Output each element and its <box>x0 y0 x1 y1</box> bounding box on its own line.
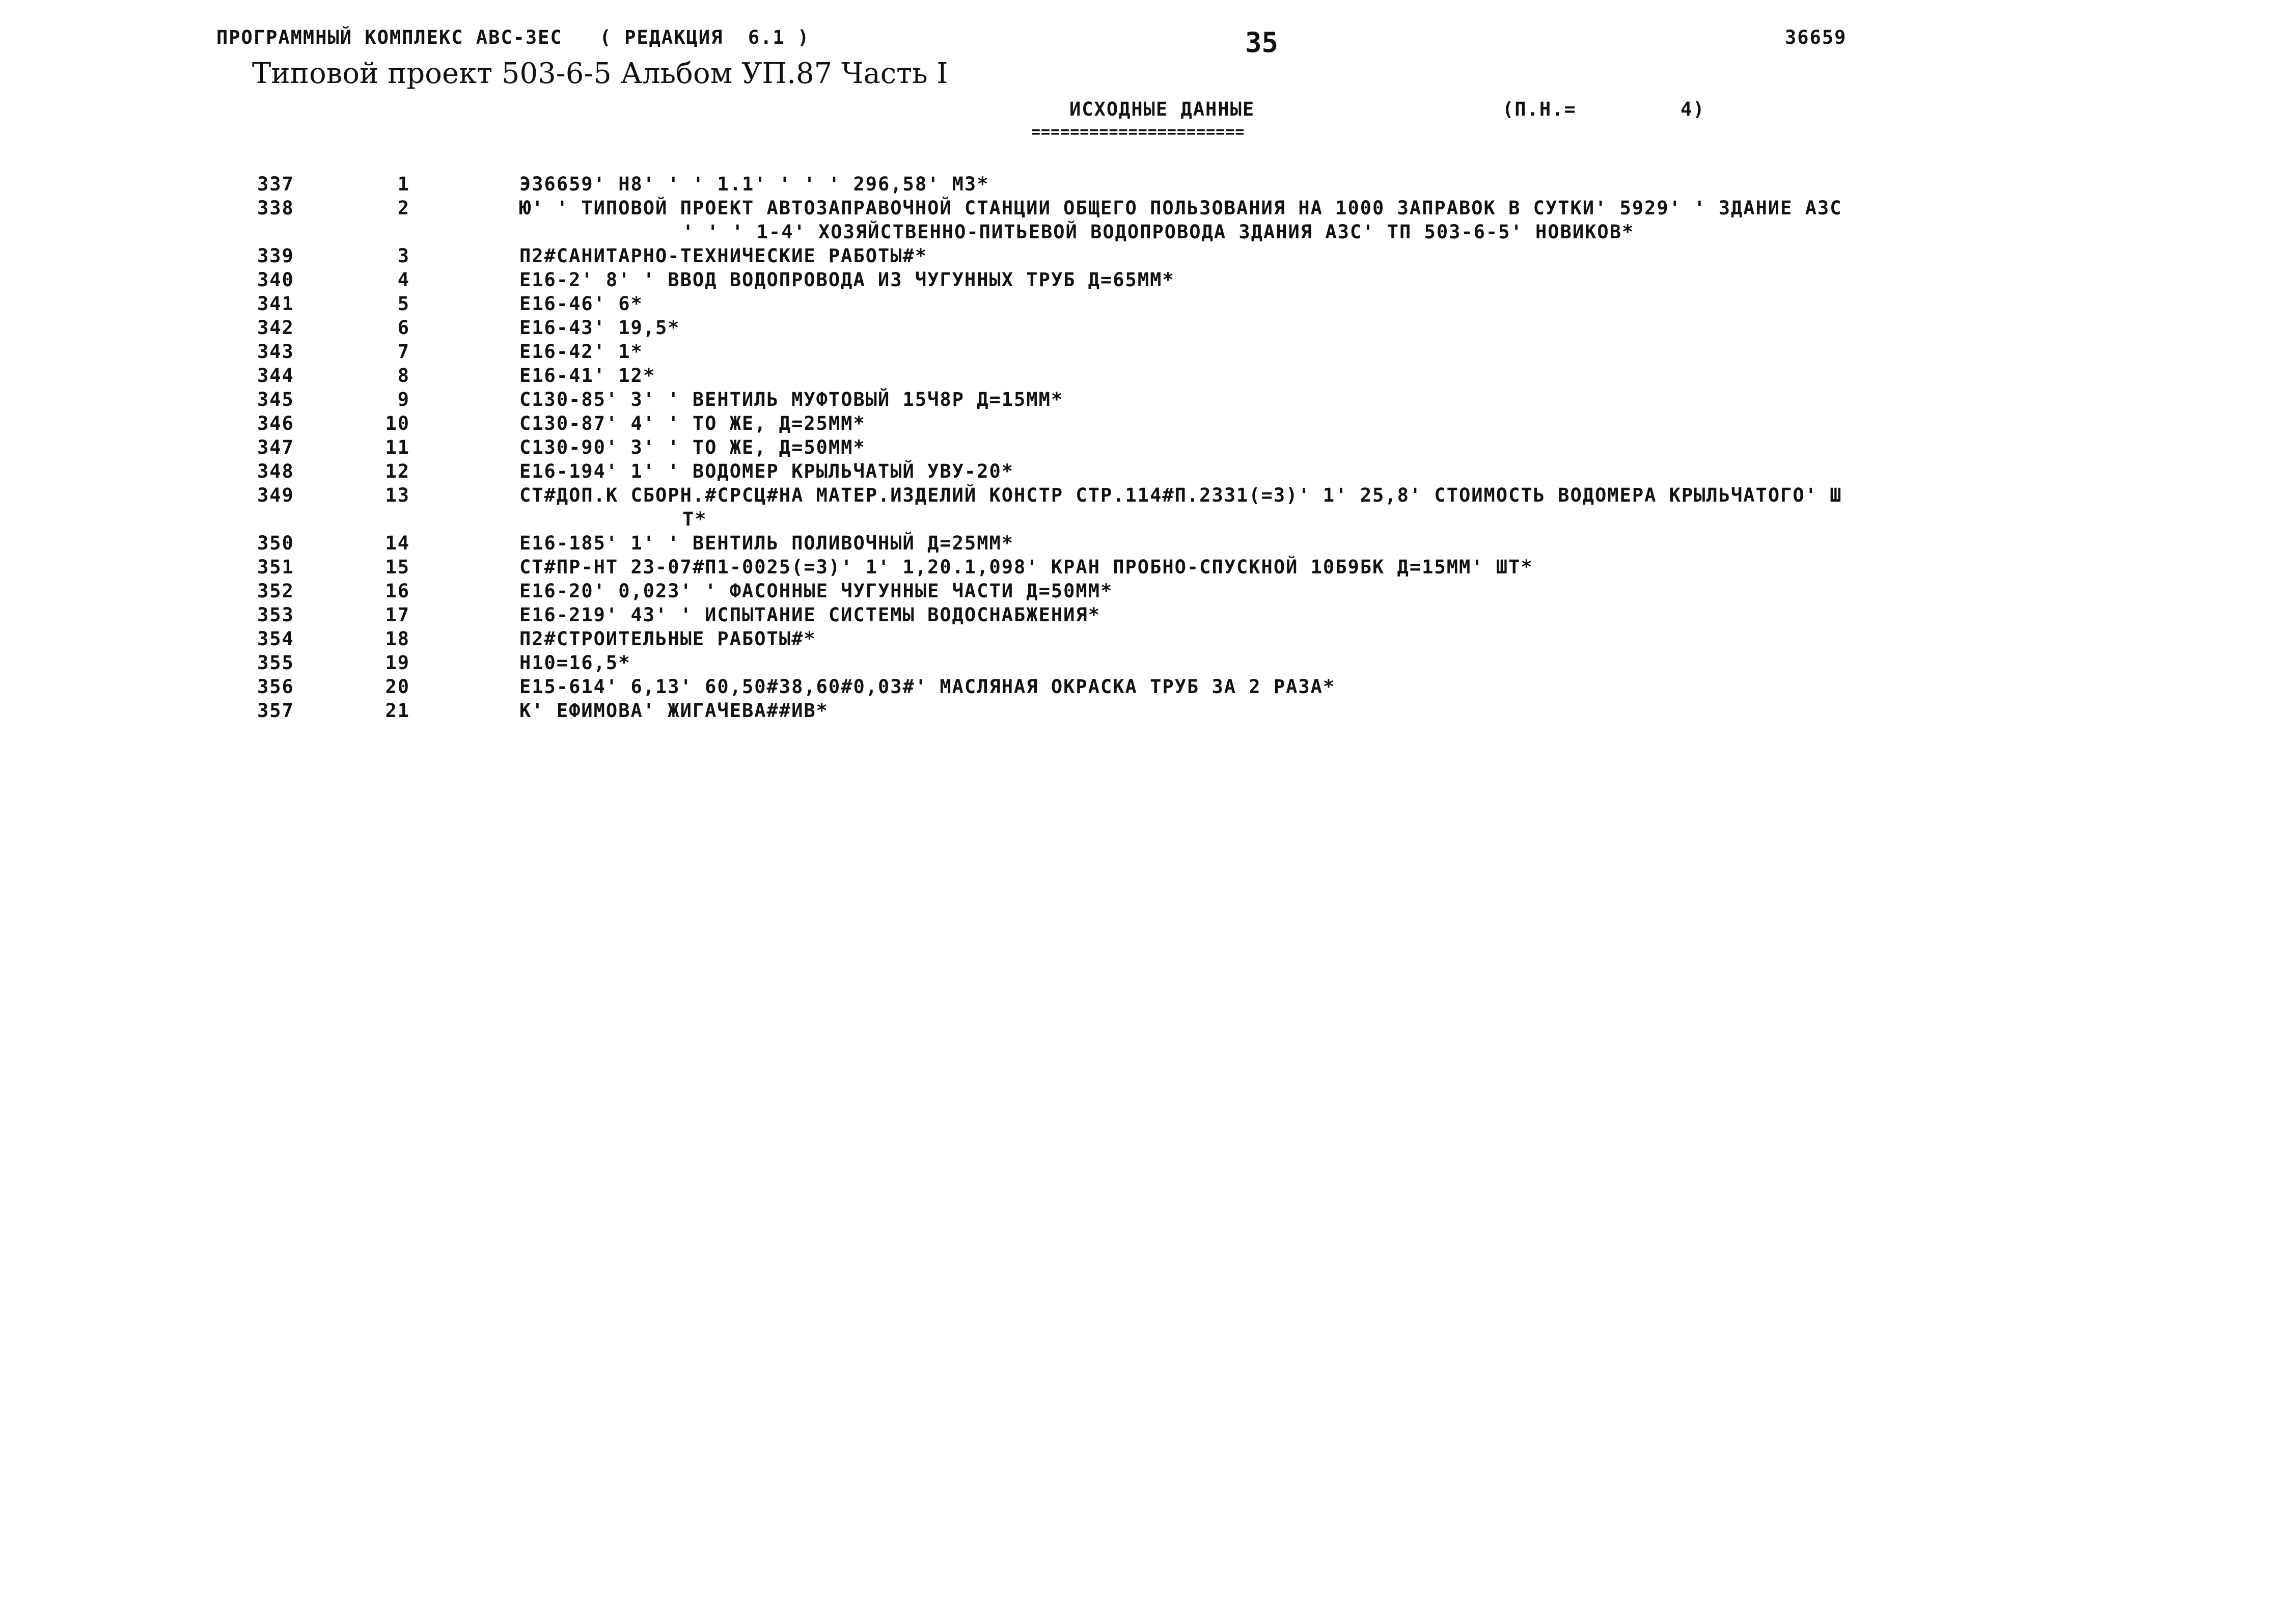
row-index: 2 <box>397 197 410 219</box>
row-index: 18 <box>385 628 410 650</box>
row-number: 350 <box>257 532 294 554</box>
row-number: 354 <box>257 628 294 650</box>
row-text: П2#СТРОИТЕЛЬНЫЕ РАБОТЫ#* <box>519 628 816 650</box>
row-index: 16 <box>385 580 410 602</box>
row-text: Е16-185' 1' ' ВЕНТИЛЬ ПОЛИВОЧНЫЙ Д=25ММ* <box>519 532 1014 554</box>
row-number: 342 <box>257 317 294 339</box>
row-index: 12 <box>385 460 410 482</box>
row-text: СТ#ПР-НТ 23-07#П1-0025(=3)' 1' 1,20.1,098' КРАН ПРОБНО-СПУСКНОЙ 10Б9БК Д=15ММ' ШТ* <box>519 556 1533 578</box>
row-index: 5 <box>397 293 410 315</box>
listing-row <box>0 196 2286 244</box>
row-index: 13 <box>385 484 410 506</box>
listing-row <box>0 459 2286 483</box>
row-index: 8 <box>397 365 410 387</box>
row-number: 352 <box>257 580 294 602</box>
row-index: 19 <box>385 652 410 674</box>
row-text: С130-90' 3' ' ТО ЖЕ, Д=50ММ* <box>519 436 866 458</box>
row-text: Э36659' Н8' ' ' 1.1' ' ' ' 296,58' М3* <box>519 173 989 195</box>
row-number: 339 <box>257 245 294 267</box>
row-text: Е16-43' 19,5* <box>519 317 680 339</box>
row-text: С130-85' 3' ' ВЕНТИЛЬ МУФТОВЫЙ 15Ч8Р Д=15ММ* <box>519 389 1064 410</box>
row-number: 346 <box>257 412 294 434</box>
listing-row <box>0 244 2286 268</box>
listing-row <box>0 603 2286 627</box>
row-number: 345 <box>257 389 294 410</box>
project-title: Типовой проект 503-6-5 Альбом УП.87 Часть I <box>252 57 948 90</box>
listing-row <box>0 579 2286 603</box>
row-number: 344 <box>257 365 294 387</box>
listing-row <box>0 435 2286 459</box>
row-text: Е16-41' 12* <box>519 365 656 387</box>
listing-row <box>0 675 2286 699</box>
row-number: 338 <box>257 197 294 219</box>
section-title: ИСХОДНЫЕ ДАННЫЕ <box>1069 98 1255 120</box>
page-number: 35 <box>1245 26 1279 59</box>
listing-row <box>0 651 2286 675</box>
row-number: 337 <box>257 173 294 195</box>
row-number: 347 <box>257 436 294 458</box>
row-index: 14 <box>385 532 410 554</box>
listing-row <box>0 627 2286 651</box>
document-code: 36659 <box>1785 26 1847 48</box>
row-text: Ю' ' ТИПОВОЙ ПРОЕКТ АВТОЗАПРАВОЧНОЙ СТАНЦИИ ОБЩЕГО ПОЛЬЗОВАНИЯ НА 1000 ЗАПРАВОК В СУТКИ' 5929' ' ЗДАНИЕ АЗС <box>519 197 1842 219</box>
section-pn-value: 4) <box>1681 98 1705 120</box>
row-index: 20 <box>385 676 410 698</box>
row-text: Н10=16,5* <box>519 652 631 674</box>
row-text: К' ЕФИМОВА' ЖИГАЧЕВА##ИВ* <box>519 700 829 722</box>
row-text: Е16-46' 6* <box>519 293 643 315</box>
listing-row <box>0 699 2286 723</box>
row-text: Е16-194' 1' ' ВОДОМЕР КРЫЛЬЧАТЫЙ УВУ-20* <box>519 460 1014 482</box>
row-number: 357 <box>257 700 294 722</box>
row-index: 15 <box>385 556 410 578</box>
listing-row <box>0 531 2286 555</box>
row-text: С130-87' 4' ' ТО ЖЕ, Д=25ММ* <box>519 412 866 434</box>
row-number: 343 <box>257 341 294 363</box>
row-index: 10 <box>385 412 410 434</box>
listing-row <box>0 364 2286 388</box>
data-listing <box>0 172 2286 723</box>
listing-row <box>0 388 2286 411</box>
row-text: П2#САНИТАРНО-ТЕХНИЧЕСКИЕ РАБОТЫ#* <box>519 245 928 267</box>
listing-row <box>0 411 2286 435</box>
row-text: Е16-2' 8' ' ВВОД ВОДОПРОВОДА ИЗ ЧУГУННЫХ ТРУБ Д=65ММ* <box>519 269 1175 291</box>
row-continuation: Т* <box>682 508 707 530</box>
row-text: Е16-219' 43' ' ИСПЫТАНИЕ СИСТЕМЫ ВОДОСНАБЖЕНИЯ* <box>519 604 1100 626</box>
row-index: 7 <box>397 341 410 363</box>
row-number: 340 <box>257 269 294 291</box>
row-number: 349 <box>257 484 294 506</box>
program-header: ПРОГРАММНЫЙ КОМПЛЕКС АВС-3ЕС ( РЕДАКЦИЯ 6.1 ) <box>216 26 810 48</box>
row-number: 355 <box>257 652 294 674</box>
listing-row <box>0 316 2286 340</box>
row-index: 1 <box>397 173 410 195</box>
row-continuation: ' ' ' 1-4' ХОЗЯЙСТВЕННО-ПИТЬЕВОЙ ВОДОПРОВОДА ЗДАНИЯ АЗС' ТП 503-6-5' НОВИКОВ* <box>682 221 1635 243</box>
section-underline: ====================== <box>1031 123 1245 141</box>
listing-row <box>0 268 2286 292</box>
row-number: 353 <box>257 604 294 626</box>
row-number: 341 <box>257 293 294 315</box>
row-number: 351 <box>257 556 294 578</box>
section-pn-label: (П.Н.= <box>1502 98 1577 120</box>
row-index: 17 <box>385 604 410 626</box>
row-text: Е16-42' 1* <box>519 341 643 363</box>
listing-row <box>0 555 2286 579</box>
row-index: 6 <box>397 317 410 339</box>
row-index: 3 <box>397 245 410 267</box>
listing-row <box>0 172 2286 196</box>
row-index: 11 <box>385 436 410 458</box>
row-index: 4 <box>397 269 410 291</box>
row-index: 21 <box>385 700 410 722</box>
row-text: Е15-614' 6,13' 60,50#38,60#0,03#' МАСЛЯНАЯ ОКРАСКА ТРУБ ЗА 2 РАЗА* <box>519 676 1336 698</box>
row-number: 356 <box>257 676 294 698</box>
listing-row <box>0 340 2286 364</box>
listing-row <box>0 483 2286 531</box>
row-text: СТ#ДОП.К СБОРН.#СРСЦ#НА МАТЕР.ИЗДЕЛИЙ КОНСТР СТР.114#П.2331(=3)' 1' 25,8' СТОИМОСТЬ ВОДОМЕРА КРЫЛЬЧАТОГО' Ш <box>519 484 1842 506</box>
row-index: 9 <box>397 389 410 410</box>
row-number: 348 <box>257 460 294 482</box>
row-text: Е16-20' 0,023' ' ФАСОННЫЕ ЧУГУННЫЕ ЧАСТИ Д=50ММ* <box>519 580 1113 602</box>
listing-row <box>0 292 2286 316</box>
